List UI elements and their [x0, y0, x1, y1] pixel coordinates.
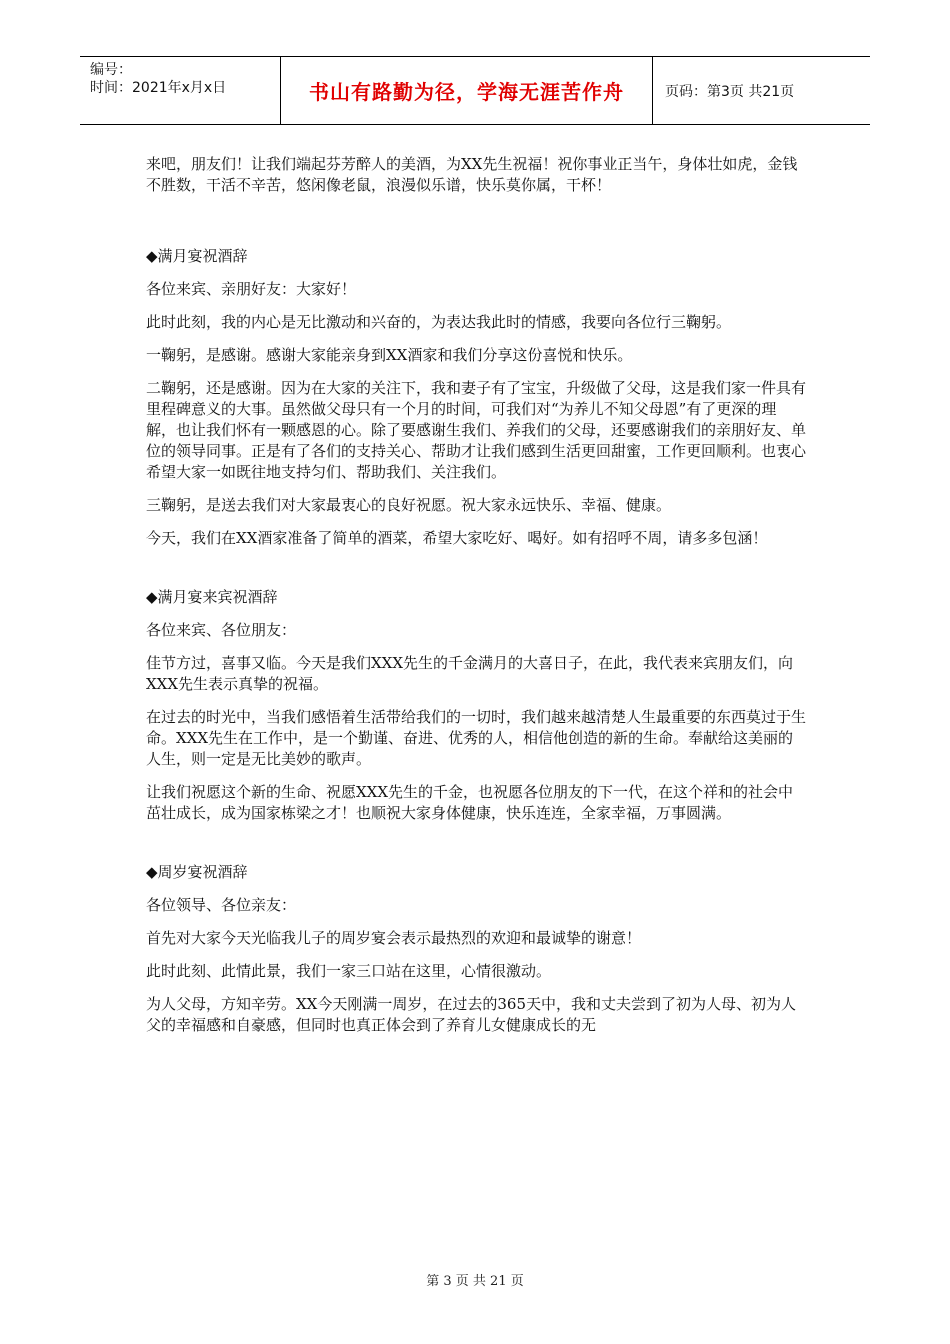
paragraph: 三鞠躬，是送去我们对大家最衷心的良好祝愿。祝大家永远快乐、幸福、健康。	[146, 496, 672, 514]
spacer	[146, 836, 806, 862]
number-label: 编号：	[90, 62, 132, 78]
paragraph: 各位来宾、各位朋友：	[146, 621, 297, 639]
header-motto: 书山有路勤为径，学海无涯苦作舟	[281, 57, 653, 124]
paragraph: 各位来宾、亲朋好友：大家好！	[146, 280, 357, 298]
section-heading: ◆满月宴祝酒辞	[146, 247, 248, 265]
header-page-number: 页码：第3页 共21页	[665, 83, 795, 100]
document-body	[146, 154, 806, 1048]
paragraph: 为人父母，方知辛劳。XX今天刚满一周岁，在过去的365天中，我和丈夫尝到了初为人母、初为人父的幸福感和自豪感，但同时也真正体会到了养育儿女健康成长的无	[146, 995, 796, 1034]
paragraph: 二鞠躬，还是感谢。因为在大家的关注下，我和妻子有了宝宝，升级做了父母，这是我们家一件具有里程碑意义的大事。虽然做父母只有一个月的时间，可我们对“为养儿不知父母恩”有了更深的理解，也让我们怀有一颗感恩的心。除了要感谢生我们、养我们的父母，还要感谢我们的亲朋好友、单位的领导同事。正是有了各们的支持关心、帮助才让我们感到生活更回甜蜜，工作更回顺利。也衷心希望大家一如既往地支持匀们、帮助我们、关注我们。	[146, 379, 807, 481]
paragraph: 此时此刻、此情此景，我们一家三口站在这里，心情很激动。	[146, 962, 552, 980]
header-meta	[80, 57, 281, 124]
paragraph: 让我们祝愿这个新的生命、祝愿XXX先生的千金，也祝愿各位朋友的下一代，在这个祥和的社会中茁壮成长，成为国家栋梁之才！也顺祝大家身体健康，快乐连连，全家幸福，万事圆满。	[146, 783, 794, 822]
page-header	[80, 56, 870, 125]
time-label: 时间：2021年x月x日	[90, 80, 227, 96]
section-heading: ◆周岁宴祝酒辞	[146, 863, 248, 881]
paragraph: 佳节方过，喜事又临。今天是我们XXX先生的千金满月的大喜日子，在此，我代表来宾朋友们，向XXX先生表示真挚的祝福。	[146, 654, 794, 693]
paragraph: 一鞠躬，是感谢。感谢大家能亲身到XX酒家和我们分享这份喜悦和快乐。	[146, 346, 633, 364]
paragraph: 首先对大家今天光临我儿子的周岁宴会表示最热烈的欢迎和最诚挚的谢意！	[146, 929, 642, 947]
paragraph: 今天，我们在XX酒家准备了简单的酒菜，希望大家吃好、喝好。如有招呼不周，请多多包涵！	[146, 529, 768, 547]
spacer	[146, 561, 806, 587]
section-heading: ◆满月宴来宾祝酒辞	[146, 588, 278, 606]
page-footer: 第 3 页 共 21 页	[426, 1274, 524, 1289]
paragraph: 来吧，朋友们！让我们端起芬芳醉人的美酒，为XX先生祝福！祝你事业正当午，身体壮如虎，金钱不胜数，干活不辛苦，悠闲像老鼠，浪漫似乐谱，快乐莫你属，干杯！	[146, 155, 798, 194]
paragraph: 各位领导、各位亲友：	[146, 896, 297, 914]
spacer	[146, 208, 806, 246]
paragraph: 在过去的时光中，当我们感悟着生活带给我们的一切时，我们越来越清楚人生最重要的东西莫过于生命。XXX先生在工作中，是一个勤谨、奋进、优秀的人，相信他创造的新的生命。奉献给这美丽的人生，则一定是无比美妙的歌声。	[146, 708, 807, 768]
paragraph: 此时此刻，我的内心是无比激动和兴奋的，为表达我此时的情感，我要向各位行三鞠躬。	[146, 313, 732, 331]
